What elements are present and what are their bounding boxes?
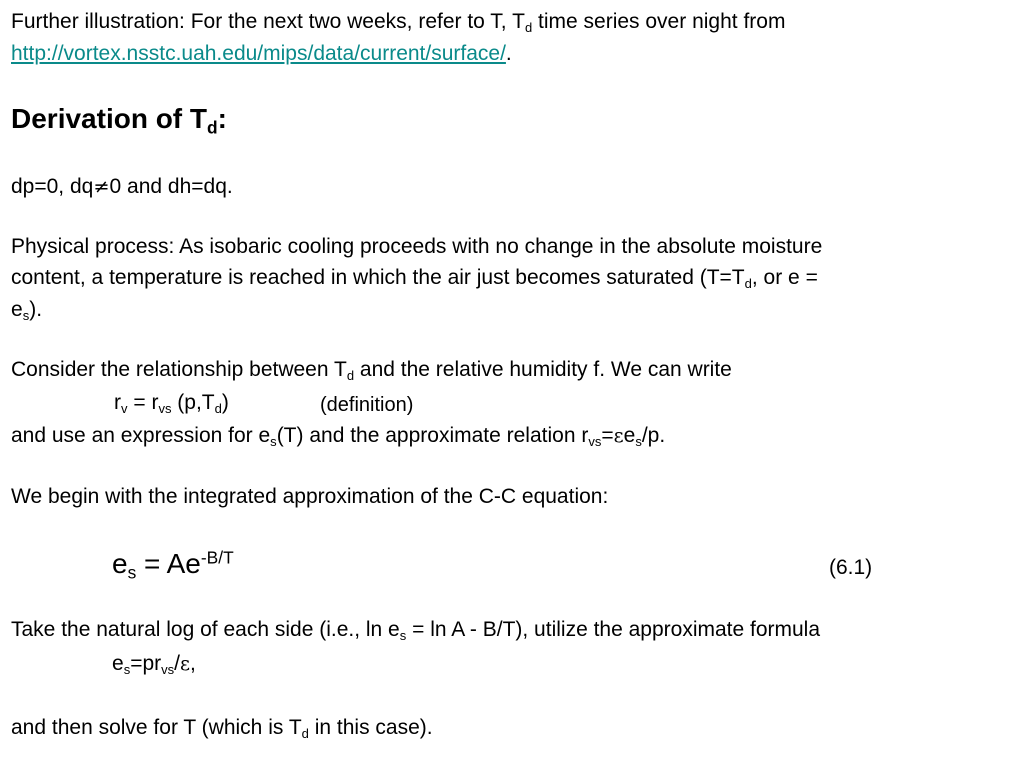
- equation-subscript-s: s: [127, 562, 137, 583]
- formula-epsilon: ε: [180, 652, 191, 675]
- equation-exponent: -B/T: [200, 547, 234, 568]
- relationship-text-3-mid: (T) and the approximate relation r: [276, 424, 589, 447]
- conditions-text-end: 0 and dh=dq.: [109, 175, 233, 198]
- natural-log-subscript-s: s: [399, 628, 407, 644]
- eq-args: (p,T: [171, 391, 215, 414]
- formula-subscript-vs: vs: [161, 662, 175, 678]
- relationship-line-3: [11, 424, 665, 448]
- physical-line-2: [11, 266, 818, 290]
- link-period: .: [505, 42, 512, 65]
- relationship-subscript-s: s: [270, 434, 277, 450]
- solve-line: [11, 716, 433, 740]
- physical-line-1: [11, 235, 822, 259]
- intro-line-2: [11, 42, 512, 66]
- conditions-line: [11, 175, 233, 199]
- relationship-text-1: Consider the relationship between T: [11, 358, 347, 381]
- physical-line-3: [11, 298, 42, 322]
- physical-subscript-d: d: [744, 276, 752, 292]
- physical-text-1: Physical process: As isobaric cooling proceeds with no change in the absolute moisture: [11, 235, 823, 258]
- physical-subscript-s: s: [22, 308, 30, 324]
- equation-body: = Ae: [136, 548, 201, 579]
- intro-subscript: d: [524, 20, 533, 36]
- equation-e: e: [112, 548, 128, 579]
- approx-formula: [112, 652, 196, 676]
- heading-text: Derivation of T: [11, 103, 208, 134]
- relationship-text-3: and use an expression for e: [11, 424, 271, 447]
- cc-intro-line: We begin with the integrated approximation of the C-C equation:: [11, 485, 609, 508]
- equation-number: (6.1): [829, 556, 873, 579]
- eq-subscript-v: v: [121, 401, 128, 417]
- heading-colon: :: [217, 103, 227, 134]
- natural-log-text-end: = ln A - B/T), utilize the approximate formula: [406, 618, 821, 641]
- not-equal-symbol: ≠: [93, 175, 110, 198]
- epsilon-symbol: ε: [613, 424, 624, 447]
- surface-data-link[interactable]: http://vortex.nsstc.uah.edu/mips/data/current/surface/: [11, 42, 506, 65]
- relationship-line-1: [11, 358, 732, 382]
- formula-e: e: [112, 652, 124, 675]
- relationship-e: e: [623, 424, 636, 447]
- definition-label: (definition): [320, 394, 414, 416]
- solve-text-end: in this case).: [308, 716, 433, 739]
- eq-subscript-vs: vs: [158, 401, 172, 417]
- relationship-text-1-end: and the relative humidity f. We can write: [354, 358, 732, 381]
- relationship-subscript-vs: vs: [588, 434, 602, 450]
- physical-text-2-end: , or e =: [751, 266, 818, 289]
- physical-text-3-end: ).: [29, 298, 43, 321]
- page-heading: [11, 103, 227, 138]
- eq-r: r: [114, 391, 121, 414]
- solve-subscript-d: d: [301, 726, 309, 742]
- relationship-subscript-d: d: [346, 368, 355, 384]
- eq-close-paren: ): [221, 391, 229, 414]
- relationship-equals: =: [601, 424, 614, 447]
- equation-6-1: [112, 547, 234, 583]
- relationship-text-3-end: /p.: [641, 424, 666, 447]
- formula-subscript-s: s: [123, 662, 131, 678]
- physical-text-2: content, a temperature is reached in which the air just becomes saturated (T=T: [11, 266, 745, 289]
- relationship-subscript-s-2: s: [635, 434, 642, 450]
- formula-comma: ,: [190, 652, 196, 675]
- formula-slash: /: [174, 652, 180, 675]
- definition-equation: [114, 391, 229, 415]
- eq-equals-r: = r: [127, 391, 159, 414]
- physical-text-3: e: [11, 298, 23, 321]
- heading-subscript: d: [207, 117, 218, 138]
- intro-line-1: [11, 10, 785, 34]
- eq-subscript-d: d: [214, 401, 222, 417]
- conditions-text: dp=0, dq: [11, 175, 94, 198]
- solve-text: and then solve for T (which is T: [11, 716, 302, 739]
- formula-pr: =pr: [130, 652, 162, 675]
- intro-text: Further illustration: For the next two weeks, refer to T, T: [11, 10, 525, 33]
- natural-log-text: Take the natural log of each side (i.e., ln e: [11, 618, 400, 641]
- intro-text-end: time series over night from: [532, 10, 786, 33]
- natural-log-line: [11, 618, 820, 642]
